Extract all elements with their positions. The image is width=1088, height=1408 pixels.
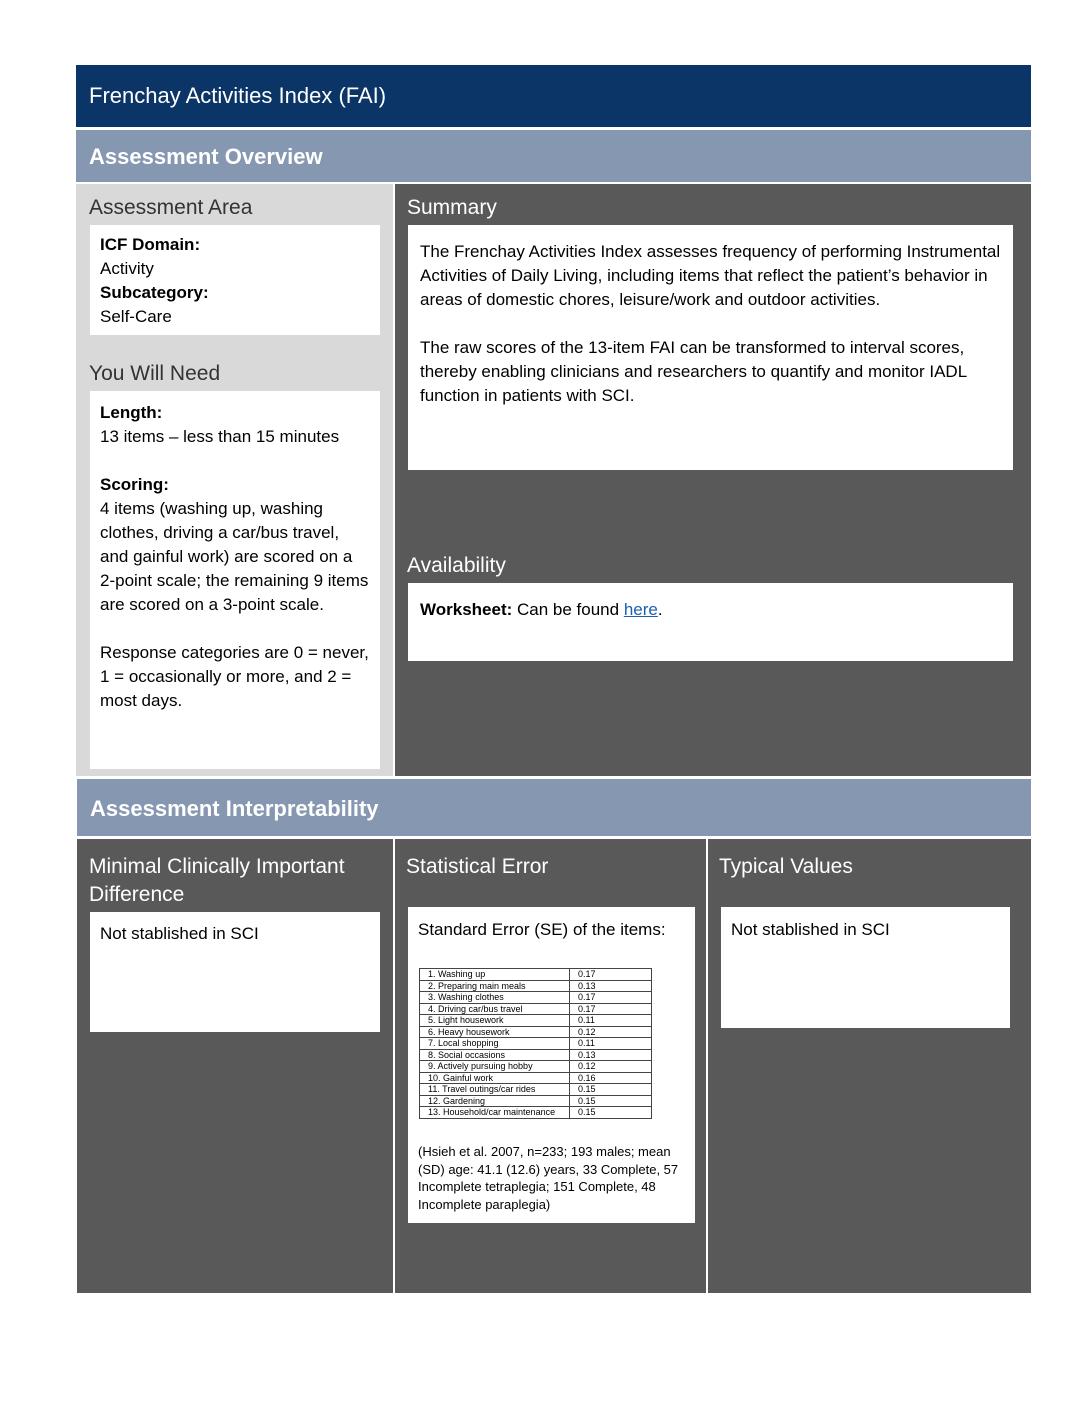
table-row [420, 1038, 652, 1050]
worksheet-trail: . [657, 600, 663, 619]
page-title: Frenchay Activities Index (FAI) [89, 83, 387, 108]
worksheet-label: Worksheet: [420, 600, 513, 619]
se-item-value: 0.11 [570, 1015, 652, 1027]
statistical-error-heading: Statistical Error [406, 855, 549, 878]
summary-box [408, 225, 1013, 470]
mcid-box [90, 912, 380, 1032]
table-row [420, 992, 652, 1004]
assessment-area-box [90, 225, 380, 335]
se-intro: Standard Error (SE) of the items: [418, 920, 666, 939]
summary-heading: Summary [407, 196, 497, 219]
se-item-name: 5. Light housework [420, 1015, 570, 1027]
typical-values-text: Not stablished in SCI [731, 920, 890, 939]
table-row [420, 1015, 652, 1027]
interpretability-heading: Assessment Interpretability [90, 796, 379, 821]
typical-values-box [721, 907, 1010, 1028]
worksheet-link[interactable]: here [623, 600, 658, 619]
scoring-text: 4 items (washing up, washing clothes, driving a car/bus travel, and gainful work) are scored on a 2-point scale; the remaining 9 items are scored on a 3-point scale. [100, 499, 369, 614]
assessment-area-heading: Assessment Area [89, 196, 253, 219]
table-row [420, 1095, 652, 1107]
interpretability-section-bar [77, 779, 1031, 836]
se-item-name: 3. Washing clothes [420, 992, 570, 1004]
se-table [419, 968, 652, 1119]
se-item-value: 0.15 [570, 1084, 652, 1096]
subcategory-value: Self-Care [100, 307, 172, 326]
se-item-name: 1. Washing up [420, 969, 570, 981]
se-item-value: 0.17 [570, 1003, 652, 1015]
you-will-need-heading: You Will Need [89, 362, 221, 385]
se-item-value: 0.13 [570, 1049, 652, 1061]
statistical-error-box [408, 907, 695, 1223]
title-bar [76, 65, 1031, 127]
summary-paragraph-2: The raw scores of the 13-item FAI can be transformed to interval scores, thereby enabling clinicians and researchers to quantify and monitor IADL function in patients with SCI. [420, 338, 967, 405]
summary-paragraph-1: The Frenchay Activities Index assesses frequency of performing Instrumental Activities of Daily Living, including items that reflect the patient’s behavior in areas of domestic chores, leisure/work and outdoor activities. [420, 242, 1001, 309]
se-item-name: 10. Gainful work [420, 1072, 570, 1084]
se-item-value: 0.15 [570, 1107, 652, 1119]
table-row [420, 1107, 652, 1119]
you-will-need-box [90, 391, 380, 769]
se-item-name: 9. Actively pursuing hobby [420, 1061, 570, 1073]
icf-domain-value: Activity [100, 259, 154, 278]
availability-heading: Availability [407, 554, 506, 577]
table-row [420, 980, 652, 992]
se-item-value: 0.12 [570, 1026, 652, 1038]
worksheet-text: Can be found [517, 600, 620, 619]
length-value: 13 items – less than 15 minutes [100, 427, 340, 446]
response-categories-text: Response categories are 0 = never, 1 = occasionally or more, and 2 = most days. [100, 643, 369, 710]
table-row [420, 969, 652, 981]
availability-box [408, 583, 1013, 661]
se-item-name: 2. Preparing main meals [420, 980, 570, 992]
se-item-value: 0.16 [570, 1072, 652, 1084]
se-item-name: 13. Household/car maintenance [420, 1107, 570, 1119]
typical-values-heading: Typical Values [719, 855, 853, 878]
table-row [420, 1072, 652, 1084]
table-row [420, 1061, 652, 1073]
se-item-value: 0.15 [570, 1095, 652, 1107]
length-label: Length: [100, 403, 163, 422]
icf-domain-label: ICF Domain: [100, 235, 201, 254]
se-item-value: 0.17 [570, 992, 652, 1004]
se-item-name: 11. Travel outings/car rides [420, 1084, 570, 1096]
overview-section-bar [76, 130, 1031, 182]
se-citation: (Hsieh et al. 2007, n=233; 193 males; mean (SD) age: 41.1 (12.6) years, 33 Complete, 57 Incomplete tetraplegia; 151 Complete, 48 Incomplete paraplegia) [418, 1144, 679, 1212]
se-item-name: 8. Social occasions [420, 1049, 570, 1061]
table-row [420, 1049, 652, 1061]
se-item-value: 0.17 [570, 969, 652, 981]
se-item-name: 12. Gardening [420, 1095, 570, 1107]
table-row [420, 1003, 652, 1015]
se-item-value: 0.13 [570, 980, 652, 992]
se-item-name: 7. Local shopping [420, 1038, 570, 1050]
mcid-heading: Minimal Clinically Important Difference [89, 855, 345, 906]
scoring-label: Scoring: [100, 475, 169, 494]
table-row [420, 1084, 652, 1096]
se-item-value: 0.11 [570, 1038, 652, 1050]
se-item-value: 0.12 [570, 1061, 652, 1073]
subcategory-label: Subcategory: [100, 283, 209, 302]
se-item-name: 6. Heavy housework [420, 1026, 570, 1038]
overview-heading: Assessment Overview [89, 144, 323, 169]
table-row [420, 1026, 652, 1038]
se-item-name: 4. Driving car/bus travel [420, 1003, 570, 1015]
mcid-text: Not stablished in SCI [100, 924, 259, 943]
